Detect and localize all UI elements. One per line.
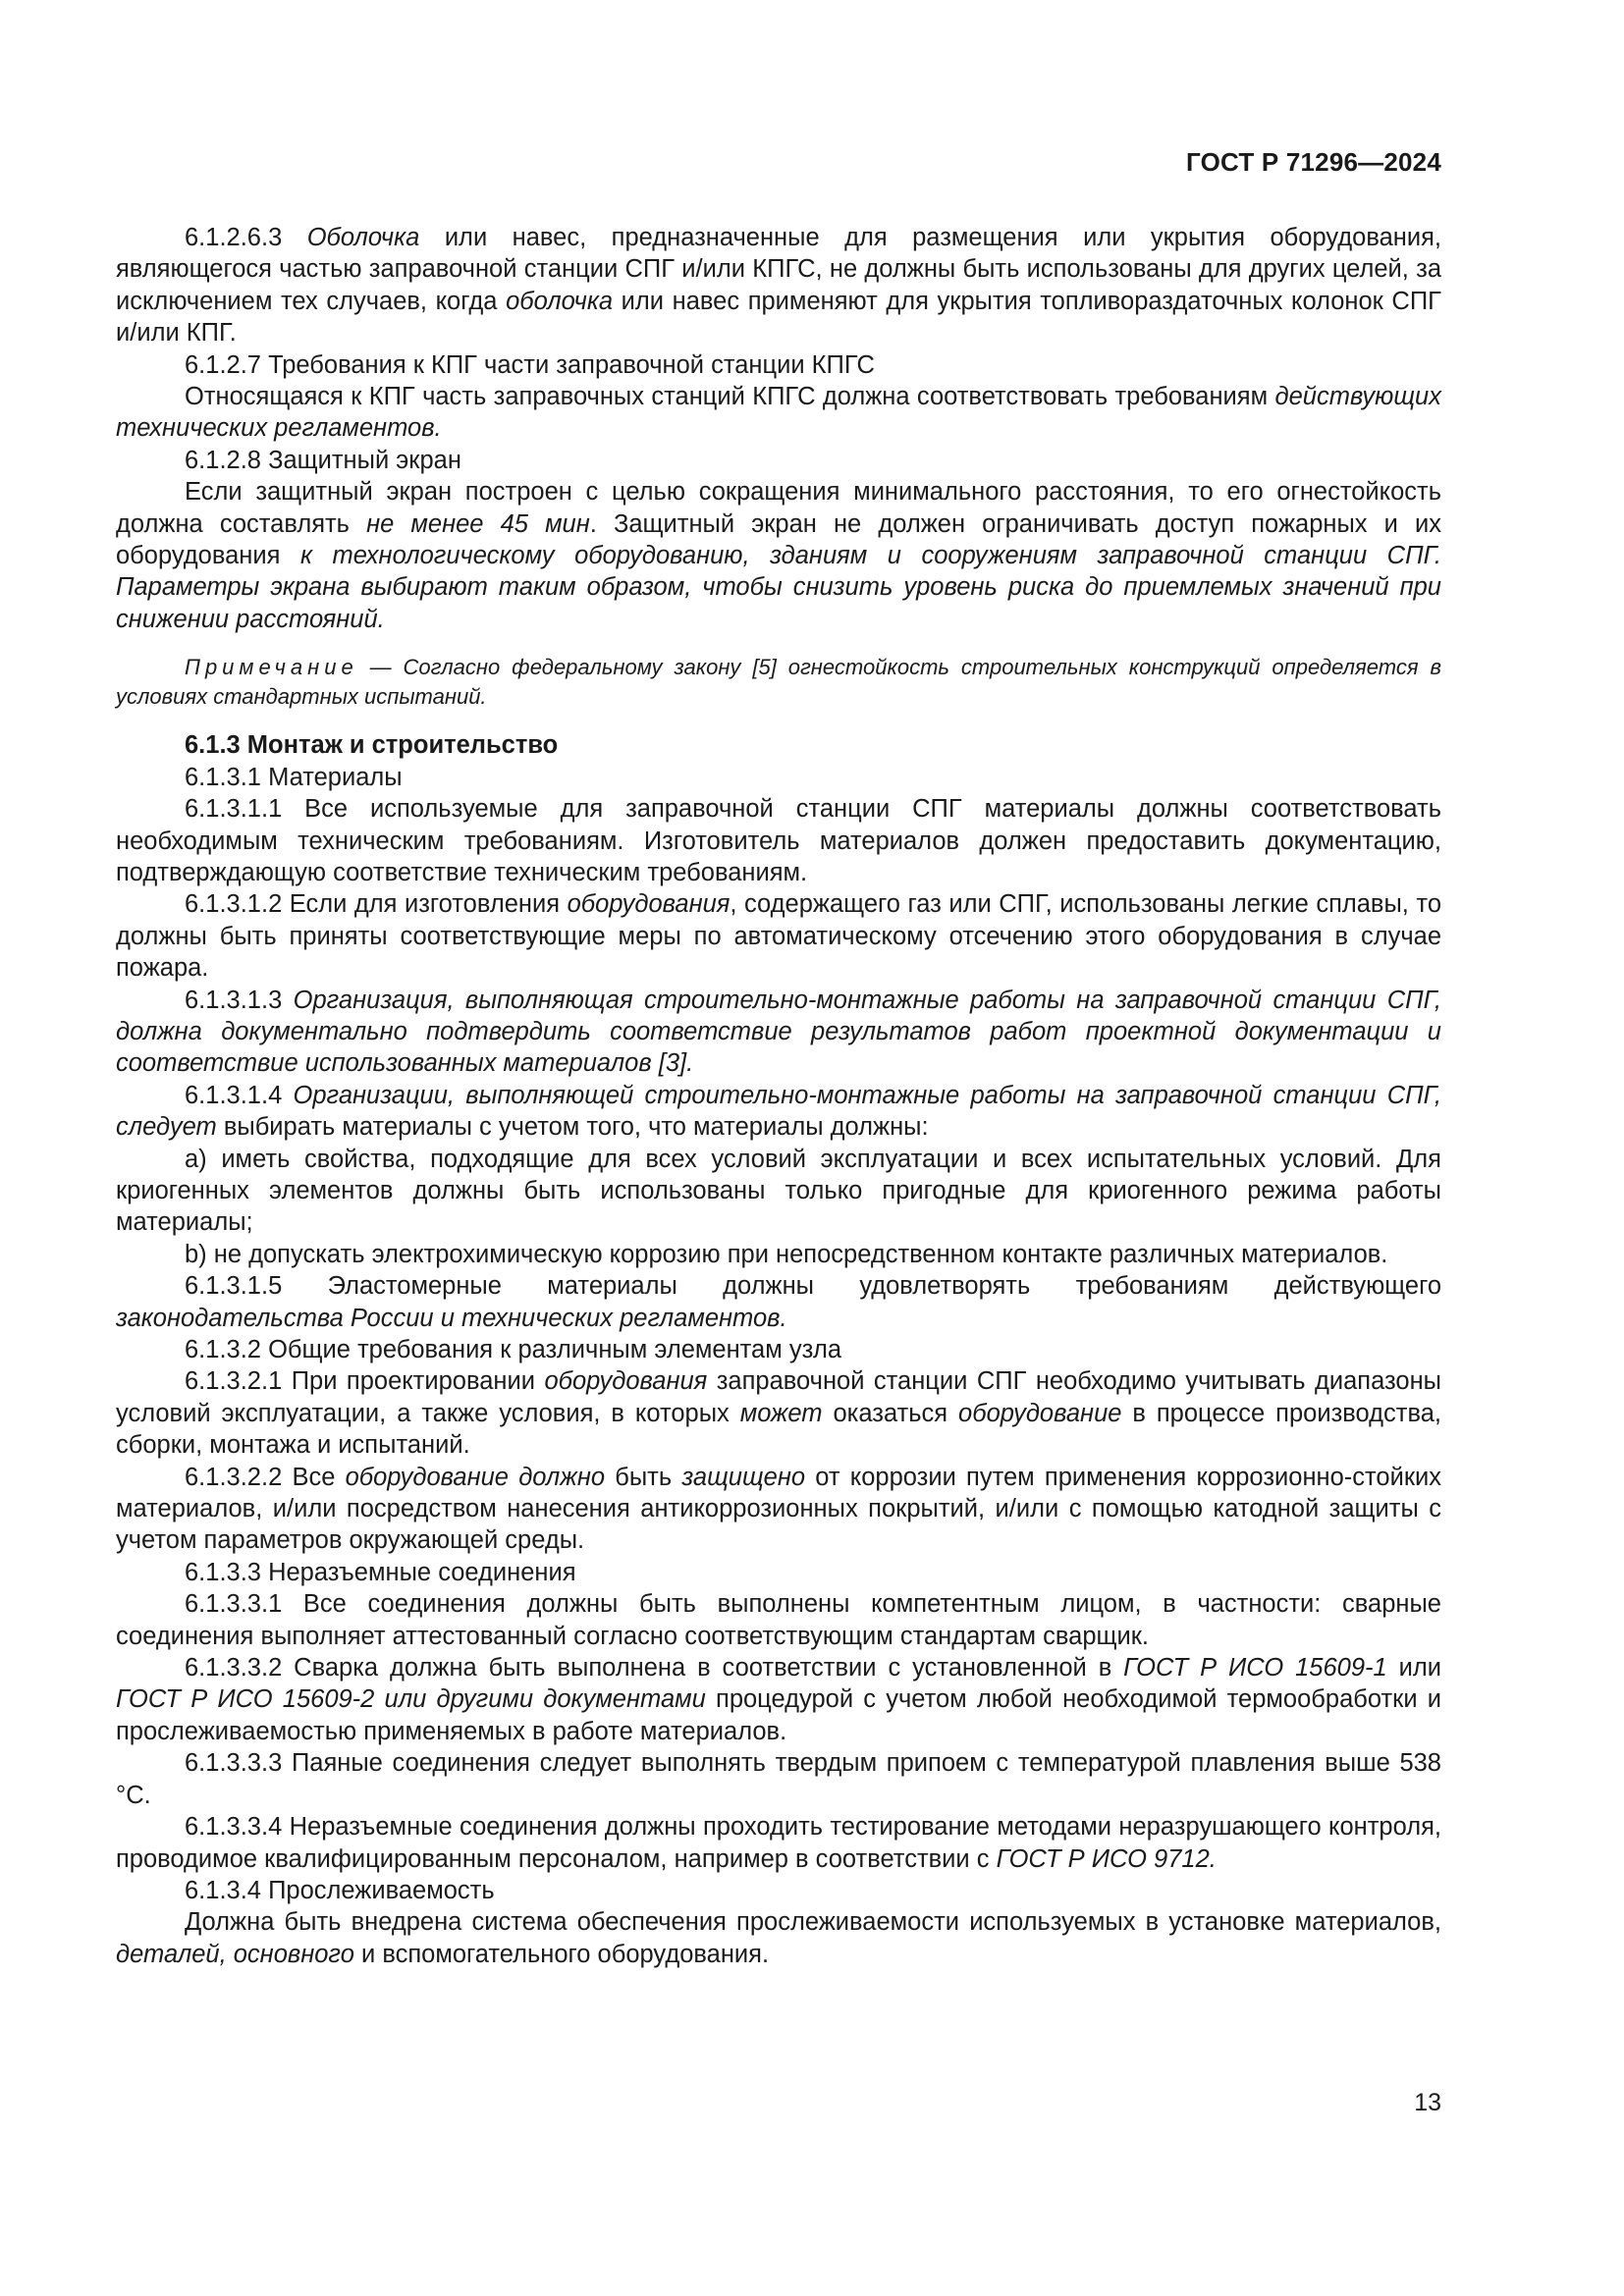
- list-item-a: а) иметь свойства, подходящие для всех условий эксплуатации и всех испытательных условий. Для криогенных элементов должны быть использованы только пригодные для криогенного режима работы материалы;: [116, 1145, 1441, 1237]
- heading-6-1-2-8: 6.1.2.8 Защитный экран: [185, 446, 461, 474]
- paragraph-protective-screen: Если защитный экран построен с целью сокращения минимального расстояния, то его огнестойкость должна составлять не менее 45 мин. Защитный экран не должен ограничивать доступ пожарных и их оборудования к технологическому оборудованию, зданиям и сооружениям заправочной станции СПГ. Параметры экрана выбирают таким образом, чтобы снизить уровень риска до приемлемых значений при снижении расстояний.: [116, 478, 1441, 633]
- heading-6-1-3: 6.1.3 Монтаж и строительство: [185, 731, 559, 760]
- body-text: [116, 222, 1441, 1970]
- heading-6-1-2-7: 6.1.2.7 Требования к КПГ части заправочной станции КПГС: [185, 350, 875, 379]
- paragraph-6-1-3-2-2: 6.1.3.2.2 Все оборудование должно быть защищено от коррозии путем применения коррозионно-стойких материалов, и/или посредством нанесения антикоррозионных покрытий, и/или с помощью катодной защиты с учетом параметров окружающей среды.: [116, 1463, 1441, 1555]
- list-item-b: b) не допускать электрохимическую коррозию при непосредственном контакте различных материалов.: [185, 1240, 1388, 1268]
- paragraph-6-1-3-3-1: 6.1.3.3.1 Все соединения должны быть выполнены компетентным лицом, в частности: сварные соединения выполняет аттестованный согласно соответствующим стандартам сварщик.: [116, 1590, 1441, 1650]
- note: [116, 653, 1441, 712]
- paragraph-6-1-3-1-1: 6.1.3.1.1 Все используемые для заправочной станции СПГ материалы должны соответствовать необходимым техническим требованиям. Изготовитель материалов должен предоставить документацию, подтверждающую соответствие техническим требованиям.: [116, 795, 1441, 886]
- note-text: — Согласно федеральному закону [5] огнестойкость строительных конструкций определяется в условиях стандартных испытаний.: [116, 655, 1441, 710]
- heading-6-1-3-1: 6.1.3.1 Материалы: [185, 763, 403, 791]
- paragraph-6-1-3-1-5: 6.1.3.1.5 Эластомерные материалы должны удовлетворять требованиям действующего законодательства России и технических регламентов.: [116, 1272, 1441, 1332]
- paragraph-6-1-3-3-2: 6.1.3.3.2 Сварка должна быть выполнена в соответствии с установленной в ГОСТ Р ИСО 15609-1 или ГОСТ Р ИСО 15609-2 или другими документами процедурой с учетом любой необходимой термообработки и прослеживаемостью применяемых в работе материалов.: [116, 1654, 1442, 1745]
- paragraph-6-1-3-3-3: 6.1.3.3.3 Паяные соединения следует выполнять твердым припоем с температурой плавления выше 538 °С.: [116, 1749, 1441, 1809]
- paragraph-6-1-2-6-3: 6.1.2.6.3 Оболочка или навес, предназначенные для размещения или укрытия оборудования, являющегося частью заправочной станции СПГ и/или КПГС, не должны быть использованы для других целей, за исключением тех случаев, когда оболочка или навес применяют для укрытия топливораздаточных колонок СПГ и/или КПГ.: [116, 224, 1441, 347]
- note-label: Примечание: [185, 655, 358, 680]
- heading-6-1-3-4: 6.1.3.4 Прослеживаемость: [185, 1876, 495, 1904]
- document-code: ГОСТ Р 71296—2024: [1186, 147, 1441, 177]
- heading-6-1-3-2: 6.1.3.2 Общие требования к различным элементам узла: [185, 1336, 842, 1363]
- paragraph-traceability: Должна быть внедрена система обеспечения прослеживаемости используемых в установке материалов, деталей, основного и вспомогательного оборудования.: [116, 1908, 1441, 1968]
- paragraph-6-1-3-1-4: 6.1.3.1.4 Организации, выполняющей строительно-монтажные работы на заправочной станции СПГ, следует выбирать материалы с учетом того, что материалы должны:: [116, 1081, 1441, 1142]
- paragraph-kpg-part: Относящаяся к КПГ часть заправочных станций КПГС должна соответствовать требованиям действующих технических регламентов.: [116, 383, 1441, 443]
- paragraph-6-1-3-2-1: 6.1.3.2.1 При проектировании оборудования заправочной станции СПГ необходимо учитывать диапазоны условий эксплуатации, а также условия, в которых может оказаться оборудование в процессе производства, сборки, монтажа и испытаний.: [116, 1367, 1441, 1460]
- paragraph-6-1-3-1-3: 6.1.3.1.3 Организация, выполняющая строительно-монтажные работы на заправочной станции СПГ, должна документально подтвердить соответствие результатов работ проектной документации и соответствие использованных материалов [3].: [116, 986, 1441, 1078]
- paragraph-6-1-3-1-2: 6.1.3.1.2 Если для изготовления оборудования, содержащего газ или СПГ, использованы легкие сплавы, то должны быть приняты соответствующие меры по автоматическому отсечению этого оборудования в случае пожара.: [116, 890, 1441, 983]
- page-number: 13: [1414, 2089, 1441, 2116]
- paragraph-6-1-3-3-4: 6.1.3.3.4 Неразъемные соединения должны проходить тестирование методами неразрушающего контроля, проводимое квалифицированным персоналом, например в соответствии с ГОСТ Р ИСО 9712.: [116, 1813, 1441, 1873]
- heading-6-1-3-3: 6.1.3.3 Неразъемные соединения: [185, 1558, 576, 1586]
